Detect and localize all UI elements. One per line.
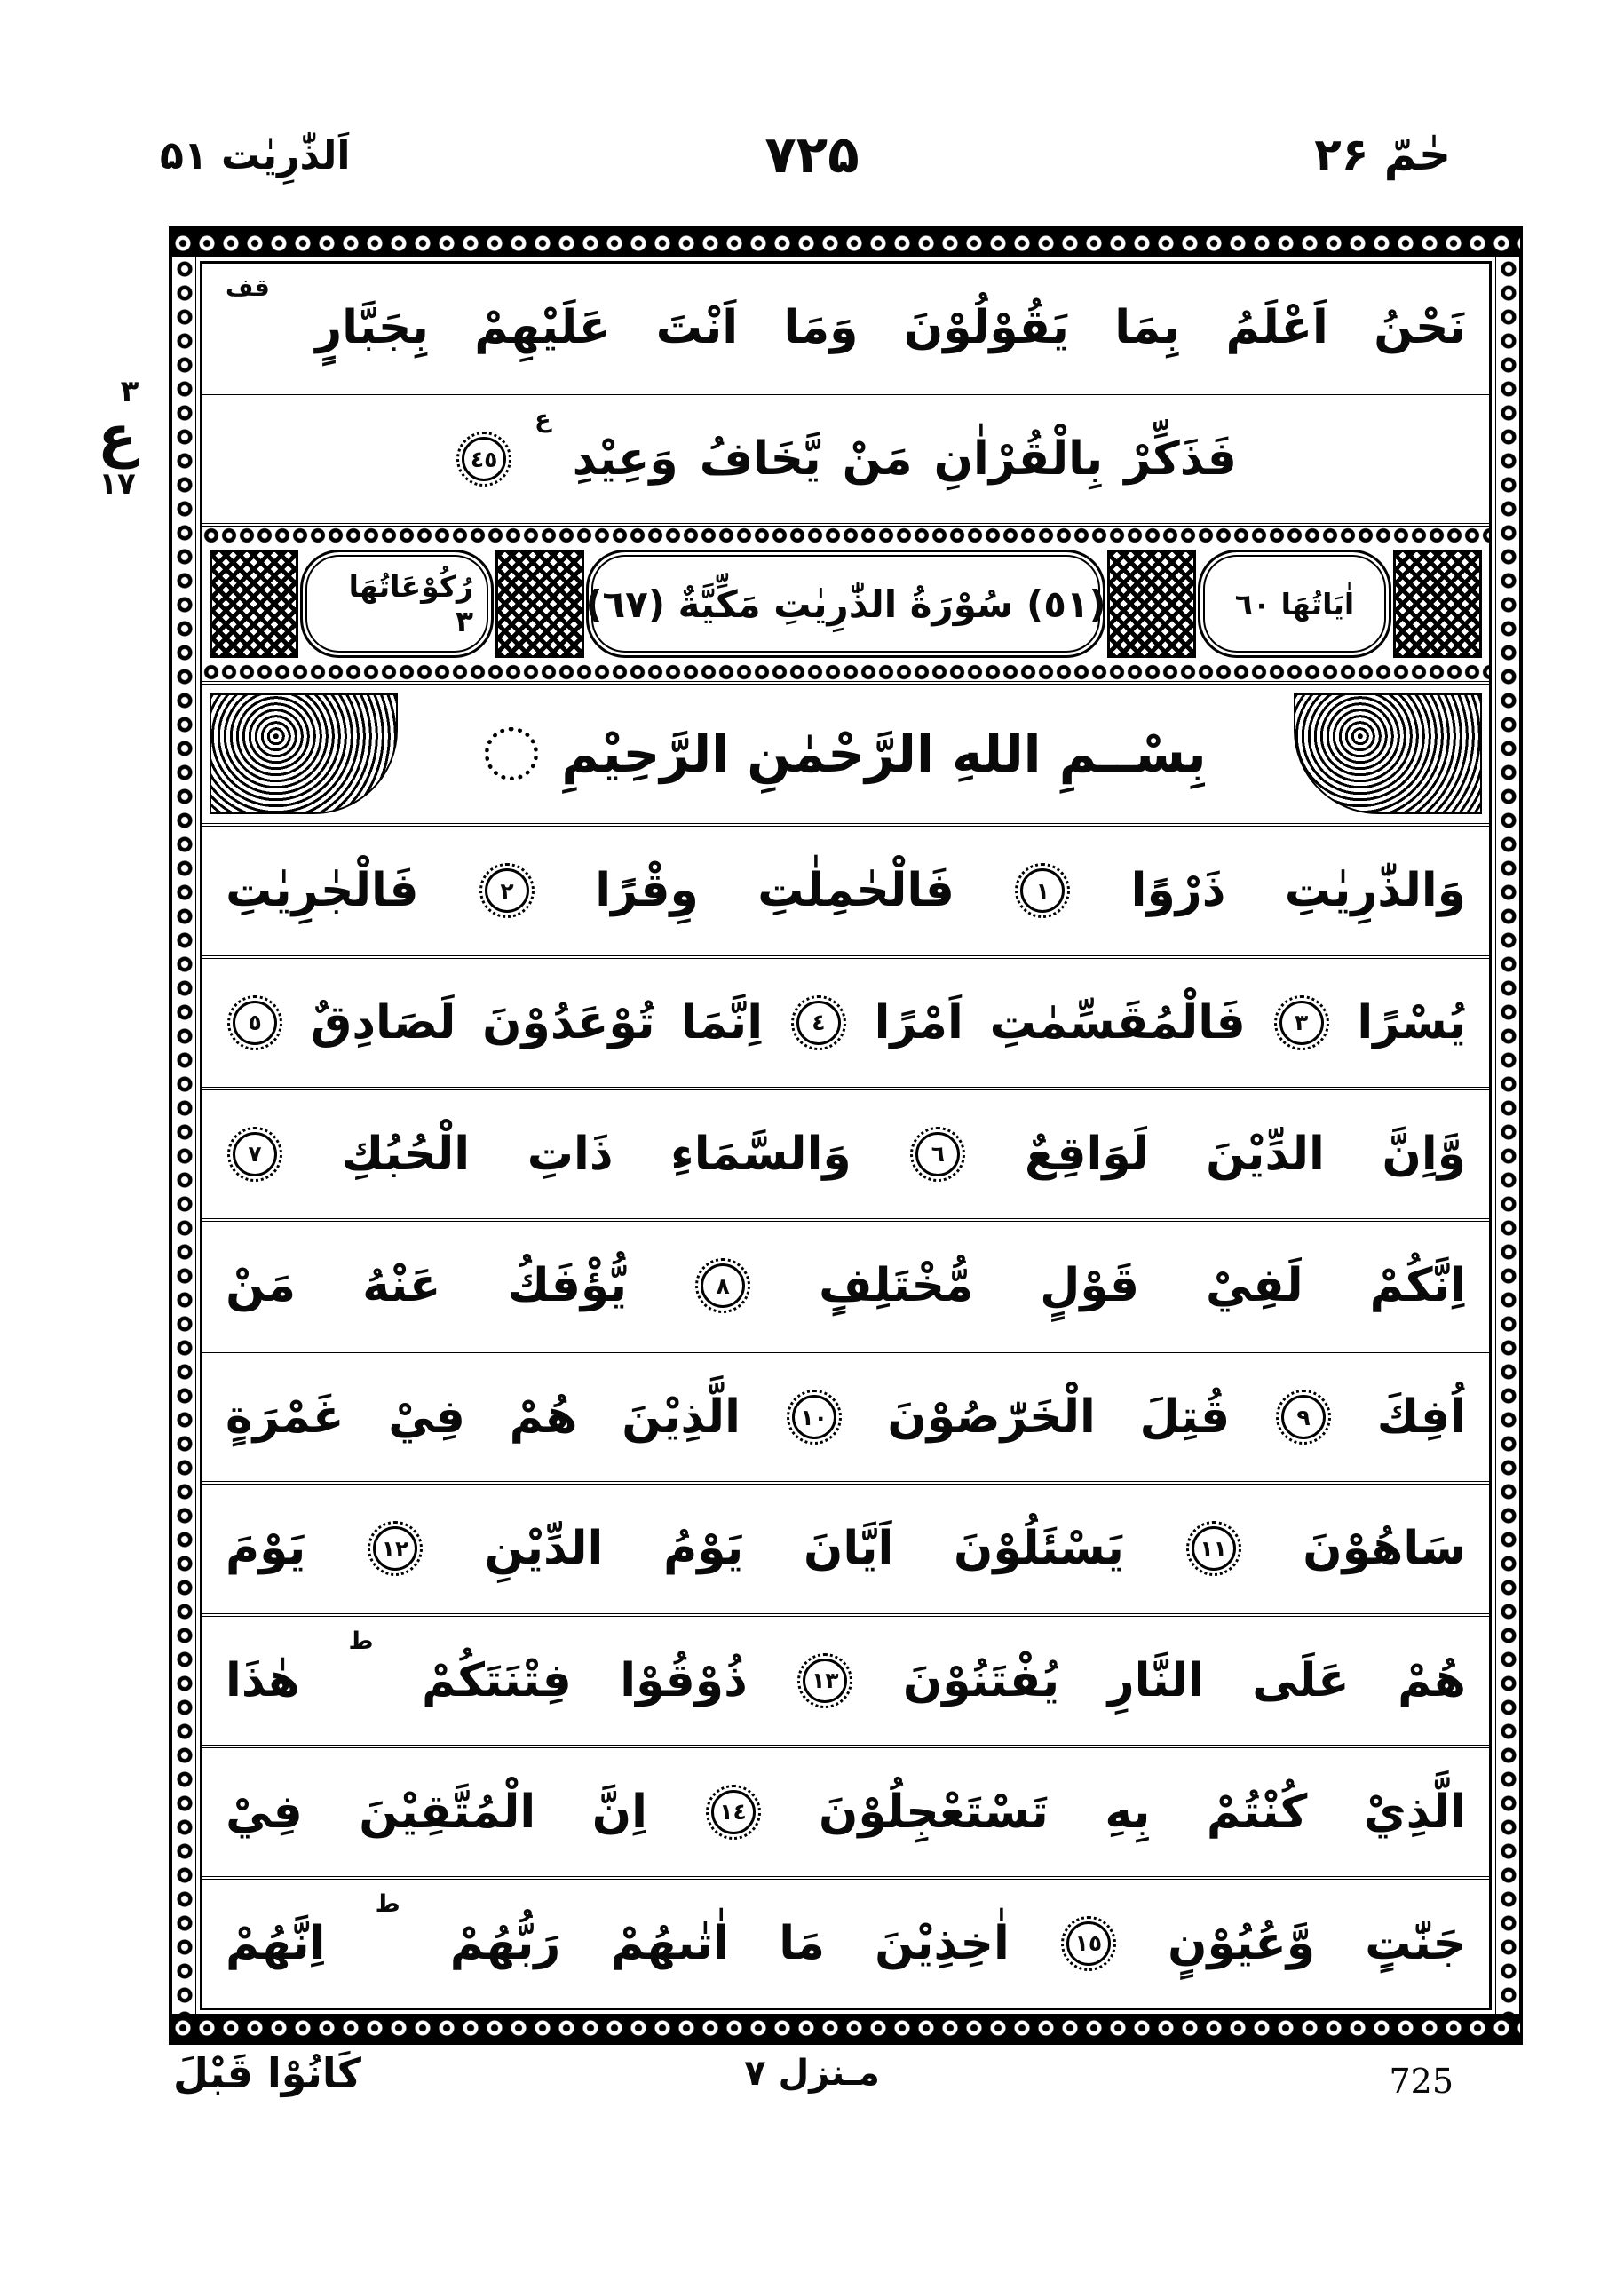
text-word: تَسْتَعْجِلُوْنَ [819, 1785, 1049, 1839]
text-word: الْمُتَّقِيْنَ [359, 1785, 536, 1839]
ayah-marker [796, 1001, 841, 1045]
quran-line [202, 395, 1489, 527]
text-word: يَقُوْلُوْنَ [903, 301, 1069, 355]
text-word: اَيَّانَ [804, 1522, 894, 1576]
text-word: وَّاِنَّ [1382, 1127, 1466, 1181]
ayah-number: ١٤ [719, 1799, 747, 1826]
text-word: بِجَبَّارٍ [315, 301, 429, 355]
frame-middle [171, 257, 1520, 2014]
text-word: تُوْعَدُوْنَ [482, 995, 655, 1049]
bead-chain-ornament-bottom [202, 663, 1489, 681]
header-page-number-arabic: ۷۲۵ [764, 124, 860, 185]
ruku-ain-mark: ع [98, 404, 137, 470]
knotwork-ornament [210, 550, 298, 658]
knotwork-ornament [1393, 550, 1482, 658]
text-word: اِنَّكُمْ [1369, 1259, 1466, 1313]
waqf-mark: قف [226, 274, 270, 302]
page-frame [169, 226, 1523, 2045]
ayah-number: ٣ [1294, 1010, 1309, 1036]
text-word: وِقْرًا [595, 864, 699, 918]
knotwork-ornament [1107, 550, 1196, 658]
ayah-marker [462, 437, 506, 481]
ayah-number: ١٣ [812, 1667, 839, 1694]
ayah-marker [233, 1001, 277, 1045]
text-word: جَنّٰتٍ [1365, 1916, 1466, 1970]
text-word: اُفِكَ [1376, 1390, 1466, 1445]
text-word: فِيْ [388, 1390, 465, 1445]
text-word: وَمَا [783, 301, 859, 355]
text-area [200, 261, 1492, 2010]
ruku-number-bottom: ١٧ [99, 466, 136, 502]
text-word: الدِّيْنَ [1206, 1127, 1325, 1181]
text-word: ذُوْقُوْا [620, 1653, 748, 1707]
text-word: الدِّيْنِ [484, 1522, 604, 1576]
text-word: فَالْجٰرِيٰتِ [226, 864, 419, 918]
surah-band-row [202, 544, 1489, 663]
text-word: اَنْتَ [655, 301, 739, 355]
text-word: فَالْحٰمِلٰتِ [757, 864, 955, 918]
waqf-mark: ع [535, 406, 551, 434]
text-word: اِنَّمَا [681, 995, 764, 1049]
surah-title-cartouche [586, 550, 1105, 658]
text-word: مُّخْتَلِفٍ [819, 1259, 974, 1313]
text-word: الْخَرّٰصُوْنَ [887, 1390, 1096, 1445]
text-word: عَنْهُ [362, 1259, 441, 1313]
text-word: فِيْ [226, 1785, 303, 1839]
text-word: اٰخِذِيْنَ [875, 1916, 1010, 1970]
bismillah-text: بِسْــمِ اللهِ الرَّحْمٰنِ الرَّحِيْمِ [561, 724, 1207, 785]
rosette-ornament [485, 727, 538, 780]
text-word: عَلَى [1252, 1653, 1350, 1707]
text-word: هُمْ [1398, 1653, 1466, 1707]
text-word: فَذَكِّرْ [1124, 432, 1237, 487]
ayah-marker [1281, 1395, 1326, 1439]
waqf-mark: ط [348, 1627, 374, 1655]
text-word: الْحُبُكِ [341, 1127, 471, 1181]
ayah-number: ٧ [248, 1141, 262, 1168]
quran-line [202, 959, 1489, 1090]
ayah-number: ١ [1035, 877, 1050, 904]
text-word: فِتْنَتَكُمْ [422, 1653, 572, 1707]
text-word: لَوَاقِعٌ [1024, 1127, 1149, 1181]
ayah-marker [485, 868, 529, 913]
text-word: يُسْرًا [1357, 995, 1466, 1049]
text-word: وَعِيْدِ [572, 432, 678, 487]
quran-line [202, 1880, 1489, 2008]
ayah-marker [1066, 1921, 1111, 1966]
surah-title-label: (٥١) سُوْرَةُ الذّٰرِيٰتِ مَكِّيَّةٌ (٦٧) [585, 582, 1106, 626]
header-surah-name: اَلذّٰرِيٰت ۵۱ [160, 133, 351, 178]
text-word: هٰذَا [226, 1653, 300, 1707]
ayah-number: ٨ [716, 1272, 730, 1299]
quran-line [202, 1485, 1489, 1616]
quran-line [202, 827, 1489, 958]
ayah-number: ١٢ [381, 1535, 409, 1562]
text-word: لَفِيْ [1206, 1259, 1303, 1313]
ruku-margin-marker [73, 374, 162, 502]
text-word: الَّذِيْ [1363, 1785, 1466, 1839]
text-word: يَسْئَلُوْنَ [954, 1522, 1124, 1576]
ayah-number: ٥ [248, 1010, 262, 1036]
text-word: اٰتٰىهُمْ [610, 1916, 730, 1970]
ayah-number: ١١ [1200, 1535, 1227, 1562]
frame-top-ornament-band [171, 229, 1520, 257]
text-word: مَا [779, 1916, 826, 1970]
text-word: فَالْمُقَسِّمٰتِ [989, 995, 1246, 1049]
ayah-marker [1192, 1526, 1236, 1571]
ayah-marker [701, 1263, 745, 1308]
quran-line [202, 1222, 1489, 1353]
text-word: هُمْ [509, 1390, 578, 1445]
knotwork-ornament [495, 550, 584, 658]
ayah-number: ١٥ [1074, 1930, 1103, 1957]
ruku-number-top: ٣ [120, 374, 139, 409]
text-word: وَالذّٰرِيٰتِ [1284, 864, 1466, 918]
text-word: النَّارِ [1107, 1653, 1204, 1707]
text-word: يَّخَافُ [699, 432, 821, 487]
ayat-count-cartouche [1198, 550, 1391, 658]
ayat-count-label: اٰيَاتُهَا ٦٠ [1234, 586, 1355, 622]
text-word: رَبُّهُمْ [449, 1916, 561, 1970]
ayah-marker [803, 1659, 847, 1703]
text-word: نَحْنُ [1374, 301, 1466, 355]
bismillah-center [485, 724, 1206, 784]
rukuat-count-cartouche [300, 550, 494, 658]
text-word: قَوْلٍ [1040, 1259, 1139, 1313]
text-word: يَوْمَ [226, 1522, 306, 1576]
text-word: بِهِ [1105, 1785, 1151, 1839]
text-word: اِنَّ [591, 1785, 647, 1839]
catchword: كَانُوْا قَبْلَ [173, 2049, 361, 2097]
text-word: مَنْ [842, 432, 913, 487]
text-word: ذَاتِ [527, 1127, 614, 1181]
text-word: اَمْرًا [874, 995, 963, 1049]
quran-line [202, 1090, 1489, 1222]
quran-line [202, 264, 1489, 395]
ayah-number: ٢ [500, 877, 514, 904]
surah-title-band [202, 527, 1489, 685]
ayah-marker [1279, 1001, 1324, 1045]
ayah-marker [711, 1790, 756, 1834]
manzil-label: مـنزل ٧ [744, 2053, 880, 2094]
bead-chain-ornament-top [202, 527, 1489, 544]
ayah-marker [233, 1132, 277, 1176]
ayah-marker [915, 1132, 960, 1176]
quran-line [202, 1353, 1489, 1485]
frame-bottom-ornament-band [171, 2014, 1520, 2042]
ayah-marker [1020, 868, 1065, 913]
header-juz-label: حٰمّ ۲۶ [1314, 129, 1451, 180]
floral-ornament-right [1294, 693, 1482, 814]
text-word: مَنْ [226, 1259, 297, 1313]
text-word: سَاهُوْنَ [1303, 1522, 1466, 1576]
ayah-number: ٤ [812, 1010, 826, 1036]
text-word: ذَرْوًا [1130, 864, 1226, 918]
text-word: عَلَيْهِمْ [474, 301, 611, 355]
bismillah-row [202, 685, 1489, 827]
ayah-number: ٤٥ [470, 446, 498, 472]
ayah-number: ٩ [1296, 1404, 1311, 1430]
text-word: وَّعُيُوْنٍ [1168, 1916, 1316, 1970]
text-word: يُّؤْفَكُ [507, 1259, 628, 1313]
ayah-marker [373, 1526, 417, 1571]
quran-line [202, 1748, 1489, 1880]
rukuat-count-label: رُكُوْعَاتُهَا ٣ [348, 569, 473, 639]
text-word: يَوْمُ [663, 1522, 744, 1576]
text-word: لَصَادِقٌ [310, 995, 456, 1049]
text-word: اِنَّهُمْ [226, 1916, 326, 1970]
page-number: 725 [1389, 2062, 1454, 2101]
ayah-number: ١٠ [800, 1404, 828, 1430]
text-word: وَالسَّمَاءِ [670, 1127, 852, 1181]
text-word: غَمْرَةٍ [226, 1390, 345, 1445]
text-word: بِمَا [1114, 301, 1181, 355]
waqf-mark: ط [375, 1889, 400, 1918]
text-word: قُتِلَ [1139, 1390, 1231, 1445]
text-word: كُنْتُمْ [1206, 1785, 1308, 1839]
text-word: اَعْلَمُ [1225, 301, 1328, 355]
floral-ornament-left [210, 693, 398, 814]
text-word: الَّذِيْنَ [622, 1390, 741, 1445]
quran-line [202, 1617, 1489, 1748]
ayah-marker [792, 1395, 836, 1439]
text-word: يُفْتَنُوْنَ [902, 1653, 1060, 1707]
frame-right-ornament-band [1495, 257, 1520, 2014]
frame-left-ornament-band [171, 257, 196, 2014]
text-word: بِالْقُرْاٰنِ [933, 432, 1104, 487]
ayah-number: ٦ [931, 1141, 945, 1168]
